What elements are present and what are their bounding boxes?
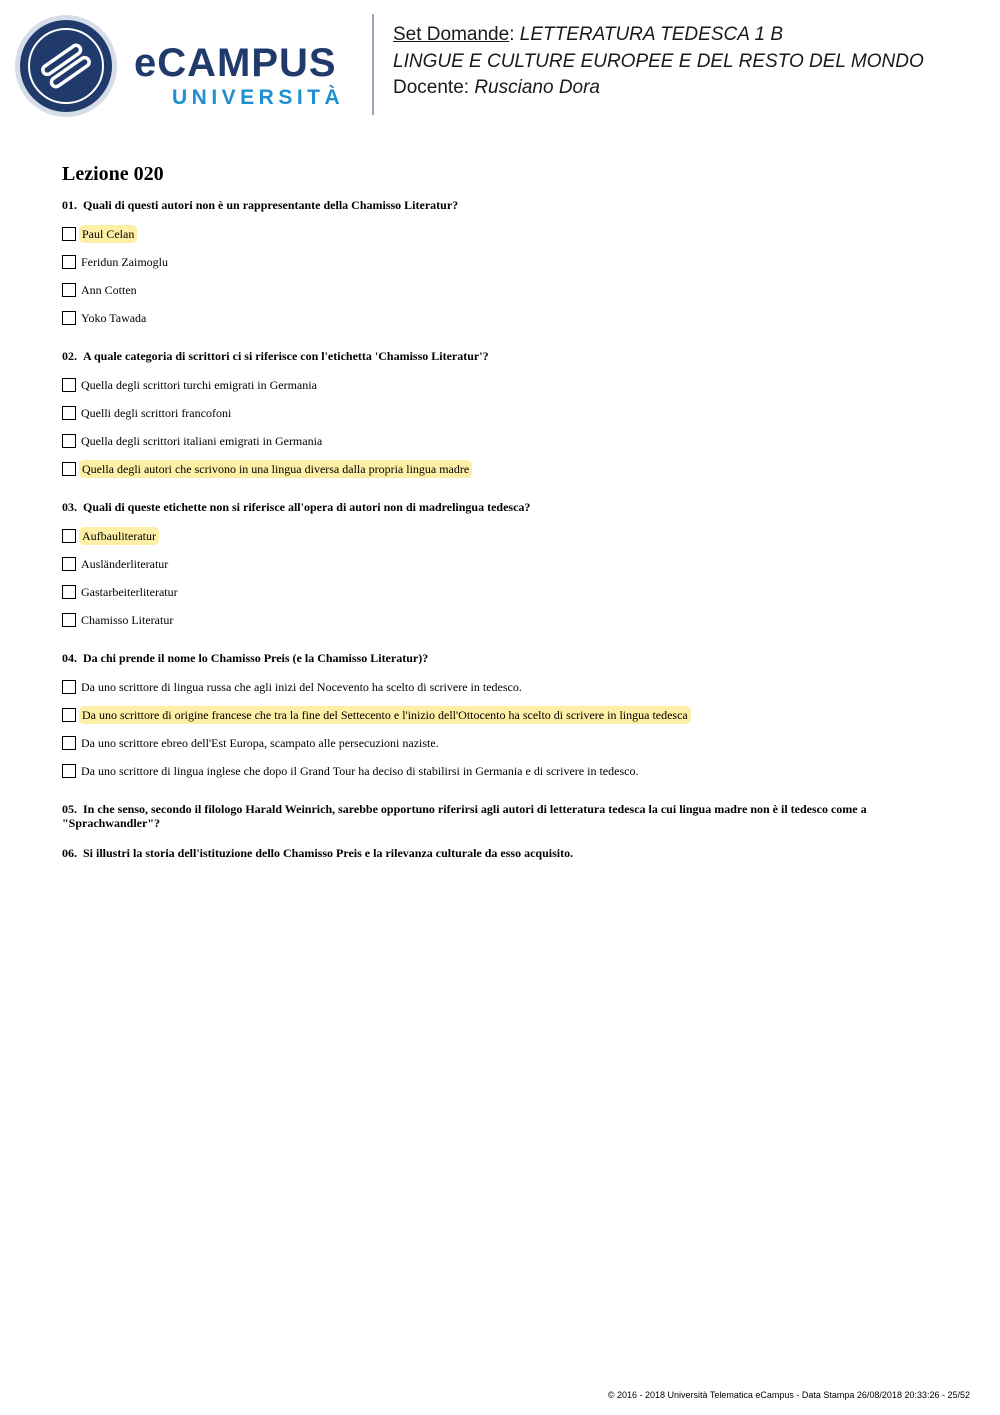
answer-label: Quella degli scrittori turchi emigrati in Germania bbox=[81, 378, 317, 392]
answer-option[interactable] bbox=[62, 371, 942, 399]
question-number: 03. bbox=[62, 500, 77, 514]
open-questions bbox=[62, 802, 942, 860]
question-body: Si illustri la storia dell'istituzione dello Chamisso Preis e la rilevanza culturale da esso acquisito. bbox=[83, 846, 574, 860]
answer-checkbox[interactable] bbox=[62, 529, 76, 543]
answer-checkbox[interactable] bbox=[62, 434, 76, 448]
answer-checkbox[interactable] bbox=[62, 255, 76, 269]
question-body: Quali di queste etichette non si riferisce all'opera di autori non di madrelingua tedesca? bbox=[83, 500, 531, 514]
question-text bbox=[62, 349, 942, 363]
answer-checkbox[interactable] bbox=[62, 406, 76, 420]
answer-option[interactable] bbox=[62, 550, 942, 578]
header-info bbox=[393, 22, 924, 102]
course-program: LINGUE E CULTURE EUROPEE E DEL RESTO DEL MONDO bbox=[393, 50, 924, 72]
question-2 bbox=[62, 349, 942, 483]
answer-option[interactable] bbox=[62, 673, 942, 701]
open-question-6 bbox=[62, 846, 942, 860]
answer-option[interactable] bbox=[62, 455, 942, 483]
question-1 bbox=[62, 198, 942, 332]
answer-option[interactable] bbox=[62, 220, 942, 248]
answer-checkbox[interactable] bbox=[62, 462, 76, 476]
ecampus-logo bbox=[134, 40, 344, 110]
question-text bbox=[62, 500, 942, 514]
multiple-choice-questions bbox=[62, 198, 942, 785]
answer-checkbox[interactable] bbox=[62, 378, 76, 392]
set-domande-label: Set Domande bbox=[393, 24, 510, 45]
docente-label: Docente: bbox=[393, 77, 470, 98]
answer-label: Feridun Zaimoglu bbox=[81, 255, 168, 269]
question-number: 01. bbox=[62, 198, 77, 212]
answer-option[interactable] bbox=[62, 276, 942, 304]
answer-checkbox[interactable] bbox=[62, 585, 76, 599]
answer-label: Quella degli scrittori italiani emigrati in Germania bbox=[81, 434, 323, 448]
answer-label: Ann Cotten bbox=[81, 283, 137, 297]
logo-brand: eCAMPUS bbox=[134, 41, 337, 85]
answer-option[interactable] bbox=[62, 248, 942, 276]
open-question-5 bbox=[62, 802, 942, 830]
answer-option[interactable] bbox=[62, 427, 942, 455]
question-body: A quale categoria di scrittori ci si riferisce con l'etichetta 'Chamisso Literatur'? bbox=[83, 349, 489, 363]
answer-label: Chamisso Literatur bbox=[81, 613, 174, 627]
answer-label: Gastarbeiterliteratur bbox=[81, 585, 178, 599]
answer-option[interactable] bbox=[62, 399, 942, 427]
question-number: 02. bbox=[62, 349, 77, 363]
answer-checkbox[interactable] bbox=[62, 283, 76, 297]
page-footer: © 2016 - 2018 Università Telematica eCampus - Data Stampa 26/08/2018 20:33:26 - 25/52 bbox=[607, 1390, 970, 1400]
answer-option[interactable] bbox=[62, 701, 942, 729]
answer-label: Da uno scrittore ebreo dell'Est Europa, scampato alle persecuzioni naziste. bbox=[81, 736, 439, 750]
answer-label: Da uno scrittore di lingua russa che agli inizi del Nocevento ha scelto di scrivere in tedesco. bbox=[81, 680, 522, 694]
answer-label-highlighted: Quella degli autori che scrivono in una lingua diversa dalla propria lingua madre bbox=[79, 460, 472, 478]
question-text bbox=[62, 651, 942, 665]
course-title: LETTERATURA TEDESCA 1 B bbox=[519, 24, 783, 45]
answer-checkbox[interactable] bbox=[62, 311, 76, 325]
question-body: Da chi prende il nome lo Chamisso Preis (e la Chamisso Literatur)? bbox=[83, 651, 429, 665]
answer-label-highlighted: Paul Celan bbox=[79, 225, 137, 243]
course-line: Set Domande: LETTERATURA TEDESCA 1 B bbox=[393, 24, 783, 45]
answer-checkbox[interactable] bbox=[62, 613, 76, 627]
answer-option[interactable] bbox=[62, 729, 942, 757]
answer-checkbox[interactable] bbox=[62, 708, 76, 722]
course-program-line bbox=[393, 49, 924, 76]
answer-option[interactable] bbox=[62, 606, 942, 634]
answer-checkbox[interactable] bbox=[62, 680, 76, 694]
answer-checkbox[interactable] bbox=[62, 557, 76, 571]
question-number: 05. bbox=[62, 802, 77, 816]
page-header bbox=[0, 0, 1000, 130]
question-set bbox=[62, 160, 942, 876]
logo-brand-sub: UNIVERSITÀ bbox=[172, 86, 345, 109]
question-number: 06. bbox=[62, 846, 77, 860]
question-body: Quali di questi autori non è un rappresentante della Chamisso Literatur? bbox=[83, 198, 459, 212]
answer-label: Quelli degli scrittori francofoni bbox=[81, 406, 232, 420]
answer-label: Da uno scrittore di lingua inglese che dopo il Grand Tour ha deciso di stabilirsi in Germania e di scrivere in tedesco. bbox=[81, 764, 639, 778]
question-number: 04. bbox=[62, 651, 77, 665]
answer-option[interactable] bbox=[62, 522, 942, 550]
answer-label: Yoko Tawada bbox=[81, 311, 147, 325]
answer-checkbox[interactable] bbox=[62, 227, 76, 241]
answer-option[interactable] bbox=[62, 757, 942, 785]
question-4 bbox=[62, 651, 942, 785]
header-divider bbox=[372, 14, 374, 115]
answer-label-highlighted: Da uno scrittore di origine francese che tra la fine del Settecento e l'inizio dell'Ottocento ha scelto di scrivere in lingua tedesca bbox=[79, 706, 691, 724]
answer-label: Ausländerliteratur bbox=[81, 557, 169, 571]
answer-checkbox[interactable] bbox=[62, 736, 76, 750]
docente-name: Rusciano Dora bbox=[474, 77, 600, 98]
ecampus-emblem-icon bbox=[14, 14, 118, 118]
answer-option[interactable] bbox=[62, 304, 942, 332]
question-3 bbox=[62, 500, 942, 634]
docente-line bbox=[393, 75, 924, 102]
question-text bbox=[62, 198, 942, 212]
question-body: In che senso, secondo il filologo Harald Weinrich, sarebbe opportuno riferirsi agli autori di letteratura tedesca la cui lingua madre non è il tedesco come a "Sprachwandler"? bbox=[62, 802, 867, 830]
answer-option[interactable] bbox=[62, 578, 942, 606]
answer-label-highlighted: Aufbauliteratur bbox=[79, 527, 159, 545]
lesson-title: Lezione 020 bbox=[62, 163, 164, 185]
answer-checkbox[interactable] bbox=[62, 764, 76, 778]
